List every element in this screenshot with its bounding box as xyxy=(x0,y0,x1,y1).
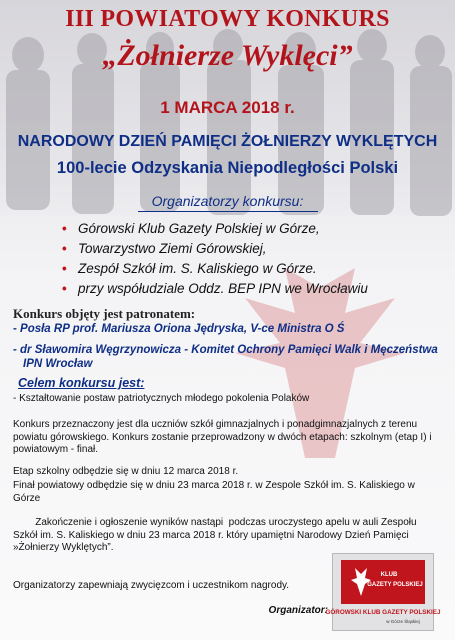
goal-heading: Celem konkursu jest: xyxy=(18,376,145,390)
organizers-underline xyxy=(138,211,318,212)
bullet-icon: • xyxy=(62,261,67,276)
patron-item: - dr Sławomira Węgrzynowicza - Komitet Ochrony Pamięci Walk i Męczeństwa IPN Wrocław xyxy=(13,344,438,370)
bullet-icon: • xyxy=(62,281,67,296)
organizer-item: • przy współudziale Oddz. BEP IPN we Wrocławiu xyxy=(62,279,368,299)
logo-text-3: GÓROWSKI KLUB GAZETY POLSKIEJ xyxy=(325,609,441,616)
organizers-list xyxy=(62,219,368,299)
remembrance-day-title: NARODOWY DZIEŃ PAMIĘCI ŻOŁNIERZY WYKLĘTYCH xyxy=(17,133,438,150)
logo-text-2: GAZETY POLSKIEJ xyxy=(367,582,423,588)
logo-text-4: w Górze Śląskiej xyxy=(386,619,420,624)
bullet-icon: • xyxy=(62,221,67,236)
logo-text-1: KLUB xyxy=(380,572,398,578)
final-stage-date: Finał powiatowy odbędzie się w dniu 23 marca 2018 r. w Zespole Szkół im. S. Kaliskiego w Górze xyxy=(13,480,415,504)
school-stage-date: Etap szkolny odbędzie się w dniu 12 marca 2018 r. xyxy=(13,466,239,477)
contest-title: III POWIATOWY KONKURS xyxy=(65,6,390,32)
patron-item: - Posła RP prof. Mariusza Oriona Jędryska, V-ce Ministra O Ś xyxy=(13,323,345,335)
description-paragraph: Konkurs przeznaczony jest dla uczniów szkół gimnazjalnych i ponadgimnazjalnych z terenu powiatu górowskiego. Konkurs zostanie przeprowadzony w dwóch etapach: szkolnym (etap I) i powiatowym - finał. xyxy=(13,419,432,455)
bullet-icon: • xyxy=(62,241,67,256)
ceremony-paragraph: Zakończenie i ogłoszenie wyników nastąpi podczas uroczystego apelu w auli Zespołu Szkół im. S. Kaliskiego w dniu 23 marca 2018 r. który upamiętni Narodowy Dzień Pamięci »Żołnierzy Wyklętych”. xyxy=(13,517,420,553)
contest-subtitle: „Żołnierze Wyklęci” xyxy=(102,39,353,72)
organizers-heading: Organizatorzy konkursu: xyxy=(151,193,304,209)
gazeta-polska-club-logo xyxy=(325,553,441,631)
patronage-heading: Konkurs objęty jest patronatem: xyxy=(13,306,196,321)
prizes-paragraph: Organizatorzy zapewniają zwycięzcom i uczestnikom nagrody. xyxy=(13,580,290,591)
organizer-item: • Towarzystwo Ziemi Górowskiej, xyxy=(62,239,368,259)
organizer-item: • Zespół Szkół im. S. Kaliskiego w Górze. xyxy=(62,259,368,279)
organizer-label: Organizator: xyxy=(268,605,328,616)
organizer-item: • Górowski Klub Gazety Polskiej w Górze, xyxy=(62,219,368,239)
club-logo-graphic xyxy=(325,554,441,630)
goal-item: - Kształtowanie postaw patriotycznych młodego pokolenia Polaków xyxy=(13,393,310,404)
anniversary-title: 100-lecie Odzyskania Niepodległości Polski xyxy=(56,159,399,177)
event-date: 1 MARCA 2018 r. xyxy=(160,98,295,117)
